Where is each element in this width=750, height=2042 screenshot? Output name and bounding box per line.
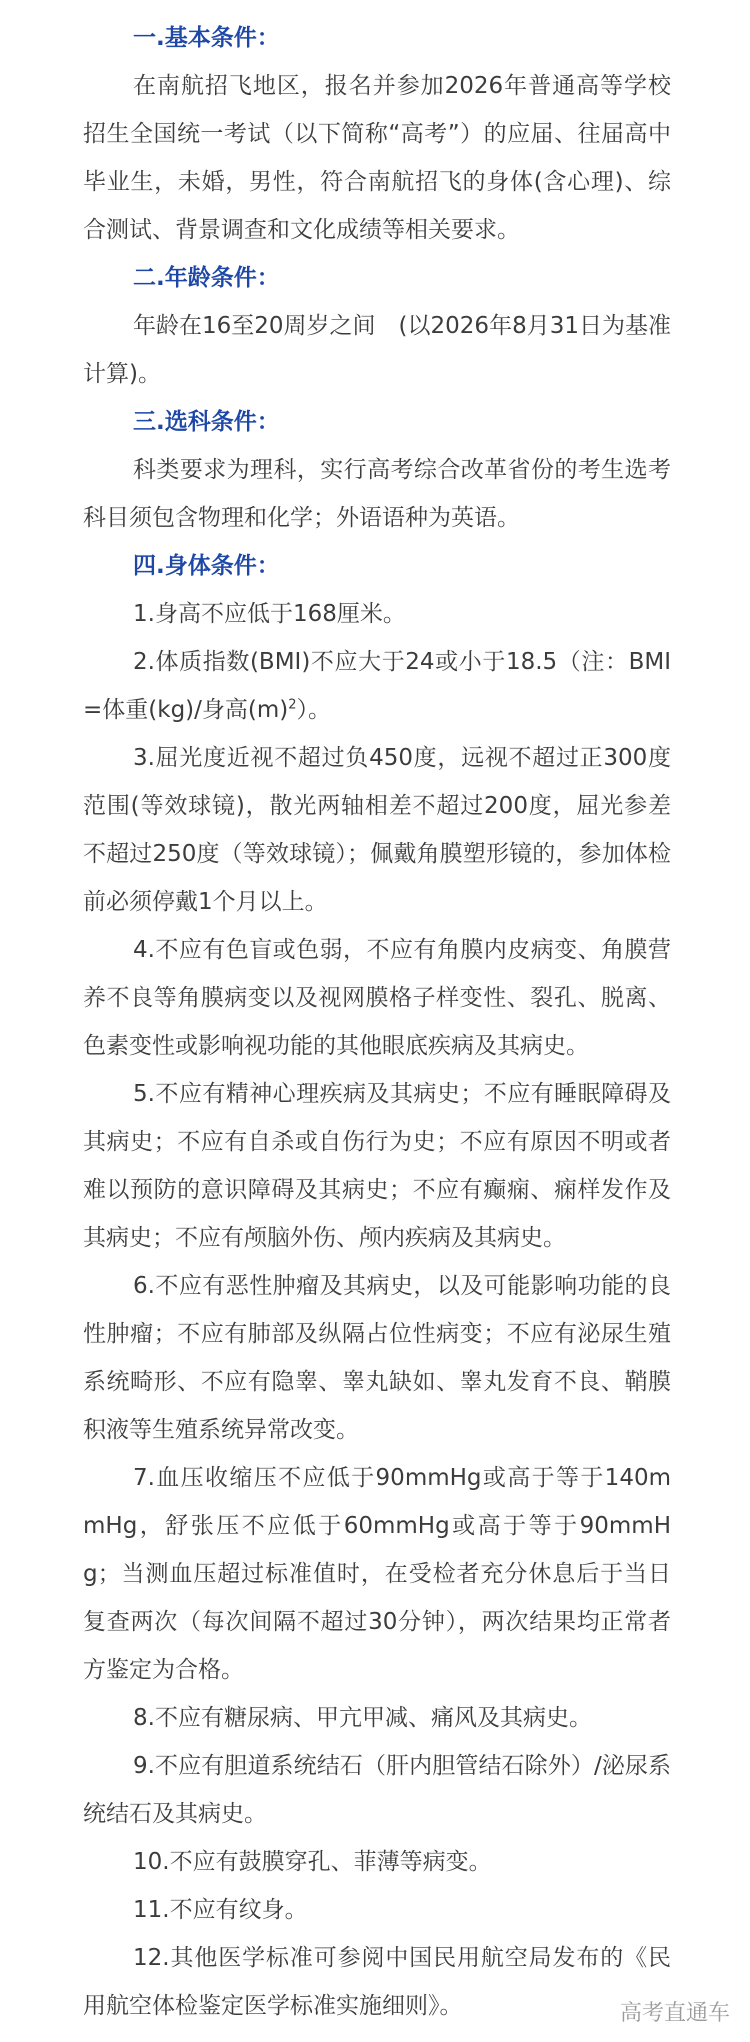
section-heading-subjects: 三.选科条件： xyxy=(133,409,280,435)
section-heading-physical: 四.身体条件： xyxy=(133,553,280,579)
physical-item-mental: 5.不应有精神心理疾病及其病史；不应有睡眠障碍及其病史；不应有自杀或自伤行为史；不应有原因不明或者难以预防的意识障碍及其病史；不应有癫痫、痫样发作及其病史；不应有颅脑外伤、颅内疾病及其病史。 xyxy=(83,1081,671,1251)
bmi-superscript: 2 xyxy=(288,697,297,713)
physical-item-bmi xyxy=(83,638,671,734)
bmi-text: 2.体质指数(BMI)不应大于24或小于18.5（注：BMI=体重(kg)/身高(m) xyxy=(83,649,671,723)
bmi-tail: ）。 xyxy=(296,697,332,723)
section-heading-age: 二.年龄条件： xyxy=(133,265,280,291)
physical-item-height: 1.身高不应低于168厘米。 xyxy=(133,601,406,627)
physical-item-eardrum: 10.不应有鼓膜穿孔、菲薄等病变。 xyxy=(133,1849,492,1875)
physical-item-tattoo: 11.不应有纹身。 xyxy=(133,1897,308,1923)
physical-item-blood-pressure: 7.血压收缩压不应低于90mmHg或高于等于140mmHg，舒张压不应低于60mmHg或高于等于90mmHg；当测血压超过标准值时，在受检者充分休息后于当日复查两次（每次间隔不超过30分钟），两次结果均正常者方鉴定为合格。 xyxy=(83,1465,671,1683)
watermark-text: 高考直通车 xyxy=(619,2001,730,2026)
paragraph-age-conditions: 年龄在16至20周岁之间 (以2026年8月31日为基准计算)。 xyxy=(83,313,671,387)
physical-item-eye-disease: 4.不应有色盲或色弱，不应有角膜内皮病变、角膜营养不良等角膜病变以及视网膜格子样变性、裂孔、脱离、色素变性或影响视功能的其他眼底疾病及其病史。 xyxy=(83,937,671,1059)
paragraph-subject-conditions: 科类要求为理科，实行高考综合改革省份的考生选考科目须包含物理和化学；外语语种为英语。 xyxy=(83,457,671,531)
physical-item-stones: 9.不应有胆道系统结石（肝内胆管结石除外）/泌尿系统结石及其病史。 xyxy=(83,1753,671,1827)
physical-item-metabolic: 8.不应有糖尿病、甲亢甲减、痛风及其病史。 xyxy=(133,1705,592,1731)
section-heading-basic: 一.基本条件： xyxy=(133,25,280,51)
physical-item-tumor: 6.不应有恶性肿瘤及其病史，以及可能影响功能的良性肿瘤；不应有肺部及纵隔占位性病变；不应有泌尿生殖系统畸形、不应有隐睾、睾丸缺如、睾丸发育不良、鞘膜积液等生殖系统异常改变。 xyxy=(83,1273,671,1443)
physical-item-other-standards: 12.其他医学标准可参阅中国民用航空局发布的《民用航空体检鉴定医学标准实施细则》。 xyxy=(83,1945,671,2019)
paragraph-basic-conditions: 在南航招飞地区，报名并参加2026年普通高等学校招生全国统一考试（以下简称“高考”）的应届、往届高中毕业生，未婚，男性，符合南航招飞的身体(含心理)、综合测试、背景调查和文化成绩等相关要求。 xyxy=(83,73,671,243)
article-body xyxy=(83,14,671,2030)
physical-item-vision: 3.屈光度近视不超过负450度，远视不超过正300度范围(等效球镜)，散光两轴相差不超过200度，屈光参差不超过250度（等效球镜）；佩戴角膜塑形镜的，参加体检前必须停戴1个月以上。 xyxy=(83,745,671,915)
